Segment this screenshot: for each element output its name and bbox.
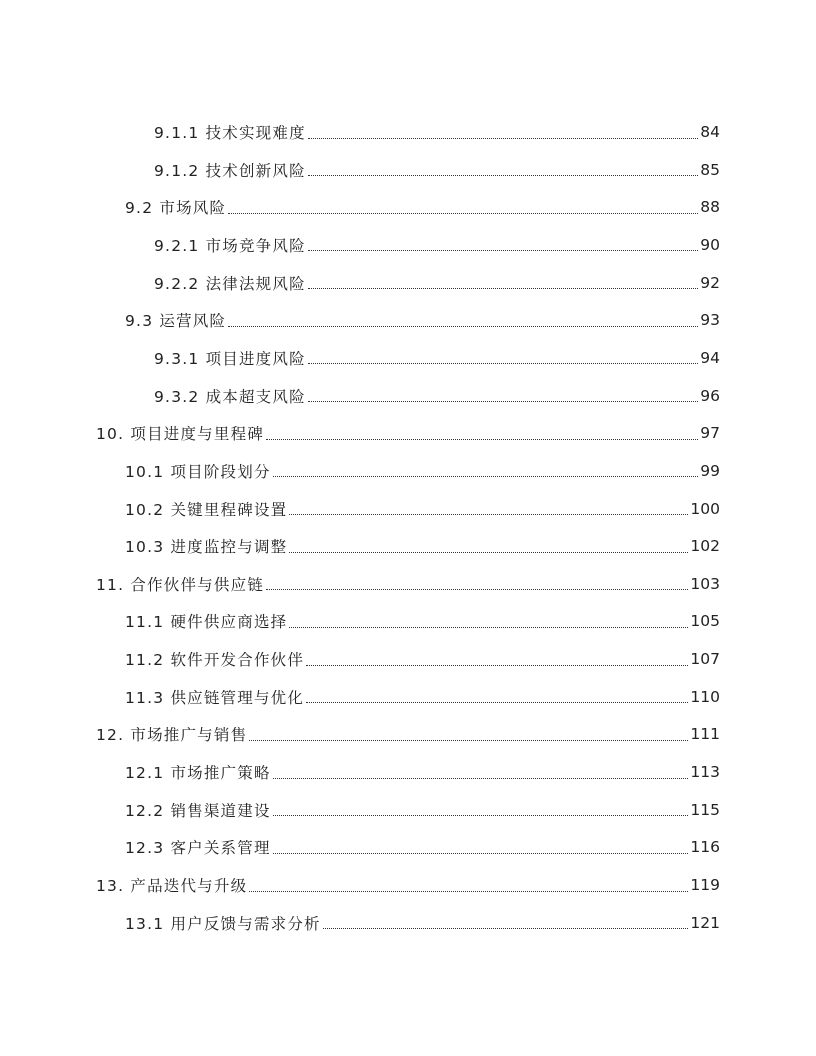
toc-entry-title: 11.2 软件开发合作伙伴 [125,651,305,670]
toc-entry[interactable] [96,866,720,904]
toc-entry[interactable] [125,452,720,490]
toc-entry[interactable] [125,904,720,942]
toc-entry[interactable] [154,226,720,264]
toc-entry-title: 9.1.2 技术创新风险 [154,161,306,180]
toc-entry[interactable] [96,565,720,603]
toc-entry-title: 9.2 市场风险 [125,199,227,218]
dot-leader [228,199,698,214]
toc-entry-title: 9.1.1 技术实现难度 [154,124,306,142]
dot-leader [308,161,698,176]
dot-leader [308,124,698,139]
toc-entry-title: 10.3 进度监控与调整 [125,538,288,557]
toc-entry-page-number: 116 [690,838,720,857]
toc-entry-page-number: 113 [690,763,720,782]
toc-entry[interactable] [154,264,720,302]
toc-entry-page-number: 103 [690,574,720,593]
dot-leader [228,312,698,327]
toc-entry-title: 11.3 供应链管理与优化 [125,688,305,707]
toc-entry-title: 11. 合作伙伴与供应链 [96,575,264,594]
toc-entry[interactable] [125,828,720,866]
toc-entry-title: 10.2 关键里程碑设置 [125,500,288,519]
toc-entry[interactable] [125,640,720,678]
toc-entry-title: 9.2.1 市场竞争风险 [154,236,306,255]
dot-leader [308,236,698,251]
dot-leader [308,387,698,402]
toc-entry-page-number: 92 [700,273,720,292]
dot-leader [273,839,689,854]
toc-entry-title: 12. 市场推广与销售 [96,726,248,745]
toc-entry-page-number: 85 [700,160,720,179]
toc-entry-title: 11.1 硬件供应商选择 [125,613,288,632]
toc-entry[interactable] [125,490,720,528]
toc-entry-page-number: 99 [700,461,720,480]
dot-leader [306,651,688,666]
dot-leader [308,349,698,364]
dot-leader [273,764,689,779]
toc-entry-page-number: 102 [690,537,720,556]
toc-entry-title: 13. 产品迭代与升级 [96,877,248,895]
toc-entry[interactable] [96,715,720,753]
dot-leader [308,274,698,289]
toc-entry-page-number: 107 [690,650,720,669]
toc-entry[interactable] [125,678,720,716]
toc-entry[interactable] [154,339,720,377]
toc-entry-title: 12.1 市场推广策略 [125,764,271,783]
dot-leader [249,726,688,741]
toc-entry-page-number: 96 [700,386,720,405]
toc-entry-page-number: 90 [700,235,720,254]
toc-entry-page-number: 84 [700,123,720,141]
toc-entry-title: 9.3 运营风险 [125,312,227,331]
toc-entry-title: 9.2.2 法律法规风险 [154,274,306,293]
toc-entry[interactable] [96,414,720,452]
toc-entry-title: 13.1 用户反馈与需求分析 [125,914,321,933]
toc-entry[interactable] [125,527,720,565]
toc-entry[interactable] [125,301,720,339]
toc-entry-title: 9.3.2 成本超支风险 [154,387,306,406]
toc-entry-page-number: 94 [700,348,720,367]
toc-entry-page-number: 115 [690,800,720,819]
dot-leader [306,688,688,703]
toc-entry-title: 9.3.1 项目进度风险 [154,349,306,368]
toc-entry[interactable] [154,113,720,151]
toc-entry-page-number: 110 [690,687,720,706]
toc-entry[interactable] [125,753,720,791]
toc-entry-page-number: 105 [690,612,720,631]
toc-entry[interactable] [125,602,720,640]
dot-leader [323,914,689,929]
toc-entry-page-number: 121 [690,913,720,932]
dot-leader [249,877,688,892]
dot-leader [273,462,699,477]
toc-entry[interactable] [125,791,720,829]
toc-entry[interactable] [154,151,720,189]
toc-entry[interactable] [154,377,720,415]
dot-leader [289,613,688,628]
toc-entry-title: 10.1 项目阶段划分 [125,462,271,481]
dot-leader [289,538,688,553]
dot-leader [266,425,698,440]
toc-entry-page-number: 97 [700,424,720,443]
toc-entry-page-number: 119 [690,876,720,894]
toc-entry-title: 10. 项目进度与里程碑 [96,425,264,444]
toc-entry-title: 12.2 销售渠道建设 [125,801,271,820]
dot-leader [289,500,688,515]
dot-leader [266,575,688,590]
toc-entry-page-number: 88 [700,198,720,217]
dot-leader [273,801,689,816]
toc-entry-page-number: 93 [700,311,720,330]
toc-entry-title: 12.3 客户关系管理 [125,839,271,858]
toc-entry[interactable] [125,188,720,226]
toc-entry-page-number: 100 [690,499,720,518]
toc-entry-page-number: 111 [690,725,720,744]
